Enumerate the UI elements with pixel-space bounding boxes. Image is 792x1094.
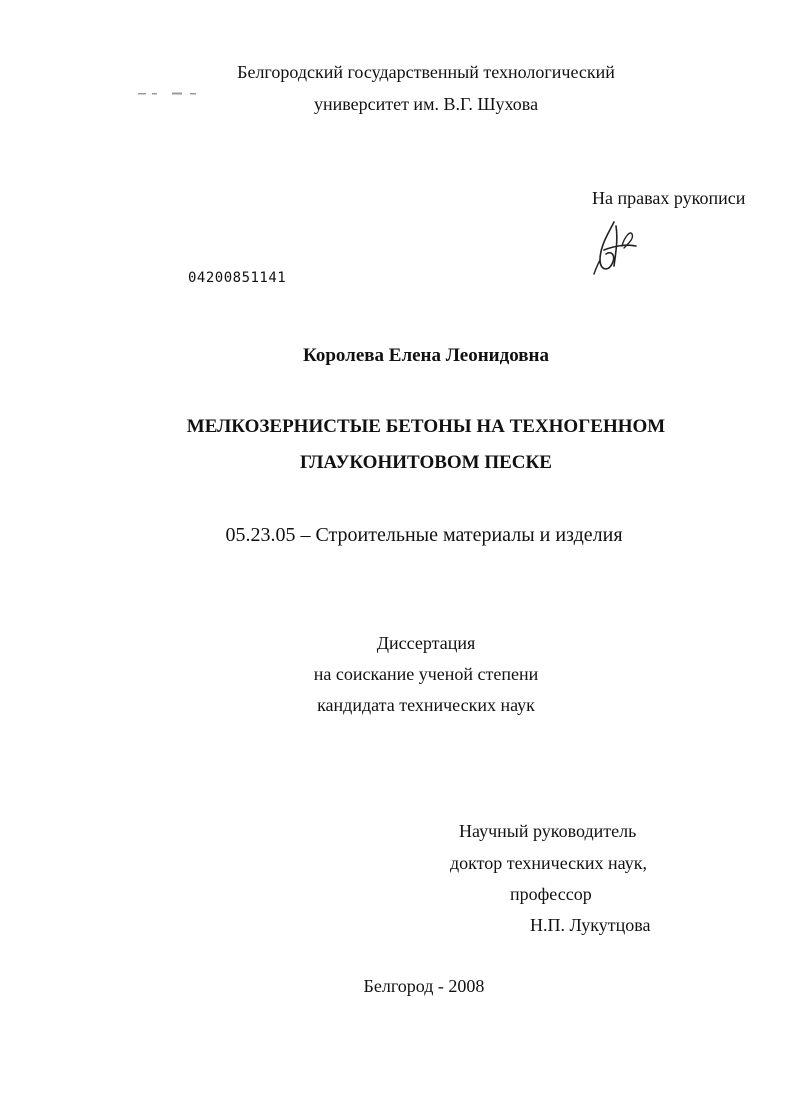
supervisor-role: Научный руководитель: [459, 821, 637, 841]
city-year: Белгород - 2008: [363, 976, 485, 996]
degree-line-1: Диссертация: [376, 633, 476, 653]
supervisor-degree: доктор технических наук,: [450, 853, 647, 873]
manuscript-note: На правах рукописи: [592, 188, 746, 208]
author-name: Королева Елена Леонидовна: [303, 345, 549, 366]
supervisor-name: Н.П. Лукутцова: [530, 915, 651, 935]
degree-line-2: на соискание ученой степени: [313, 664, 539, 684]
specialty: 05.23.05 – Строительные материалы и изделия: [225, 524, 623, 546]
institution-line-2: университет им. В.Г. Шухова: [313, 94, 539, 114]
title-line-2: ГЛАУКОНИТОВОМ ПЕСКЕ: [300, 452, 552, 473]
title-line-1: МЕЛКОЗЕРНИСТЫЕ БЕТОНЫ НА ТЕХНОГЕННОМ: [186, 416, 666, 437]
degree-line-3: кандидата технических наук: [317, 695, 535, 715]
supervisor-rank: профессор: [510, 884, 592, 904]
signature-icon: [586, 216, 646, 280]
institution-line-1: Белгородский государственный технологический: [237, 62, 615, 82]
scan-artifact-icon: [138, 92, 202, 96]
catalog-number: 04200851141: [188, 270, 287, 286]
